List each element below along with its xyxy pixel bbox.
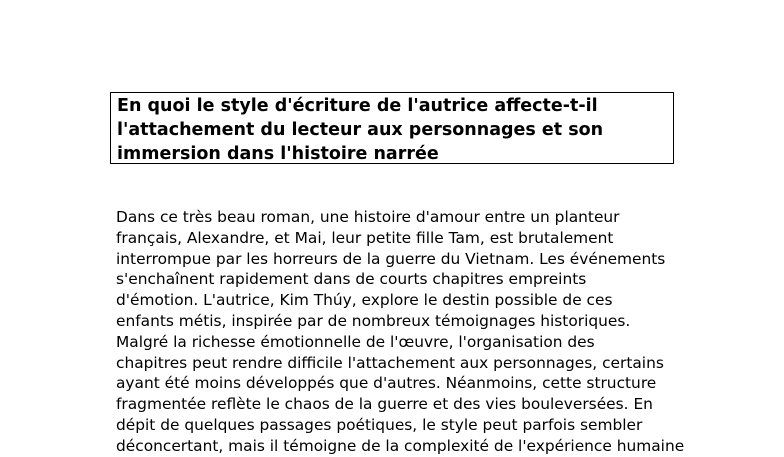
body-paragraph [116,207,685,457]
body-line-10: fragmentée reflète le chaos de la guerre et des vies bouleversées. En [116,395,653,414]
body-line-6: enfants métis, inspirée par de nombreux témoignages historiques. [116,311,631,330]
body-line-1: Dans ce très beau roman, une histoire d'amour entre un planteur [116,208,620,226]
title-line-3: immersion dans l'histoire narrée [117,144,439,164]
body-line-12: déconcertant, mais il témoigne de la complexité de l'expérience humaine [116,436,685,455]
body-line-4: s'enchaînent rapidement dans de courts chapitres empreints [116,270,587,289]
body-line-2: français, Alexandre, et Mai, leur petite fille Tam, est brutalement [116,228,614,247]
body-line-9: ayant été moins développés que d'autres. Néanmoins, cette structure [116,374,657,393]
body-line-11: dépit de quelques passages poétiques, le style peut parfois sembler [116,415,643,434]
body-line-7: Malgré la richesse émotionnelle de l'œuvre, l'organisation des [116,332,595,351]
question-title-box [110,92,674,164]
body-line-3: interrompue par les horreurs de la guerre du Vietnam. Les événements [116,249,666,268]
title-line-2: l'attachement du lecteur aux personnages et son [117,120,604,140]
body-line-8: chapitres peut rendre difficile l'attachement aux personnages, certains [116,353,664,372]
body-line-5: d'émotion. L'autrice, Kim Thúy, explore le destin possible de ces [116,291,613,310]
title-line-1: En quoi le style d'écriture de l'autrice affecte-t-il [117,96,598,116]
